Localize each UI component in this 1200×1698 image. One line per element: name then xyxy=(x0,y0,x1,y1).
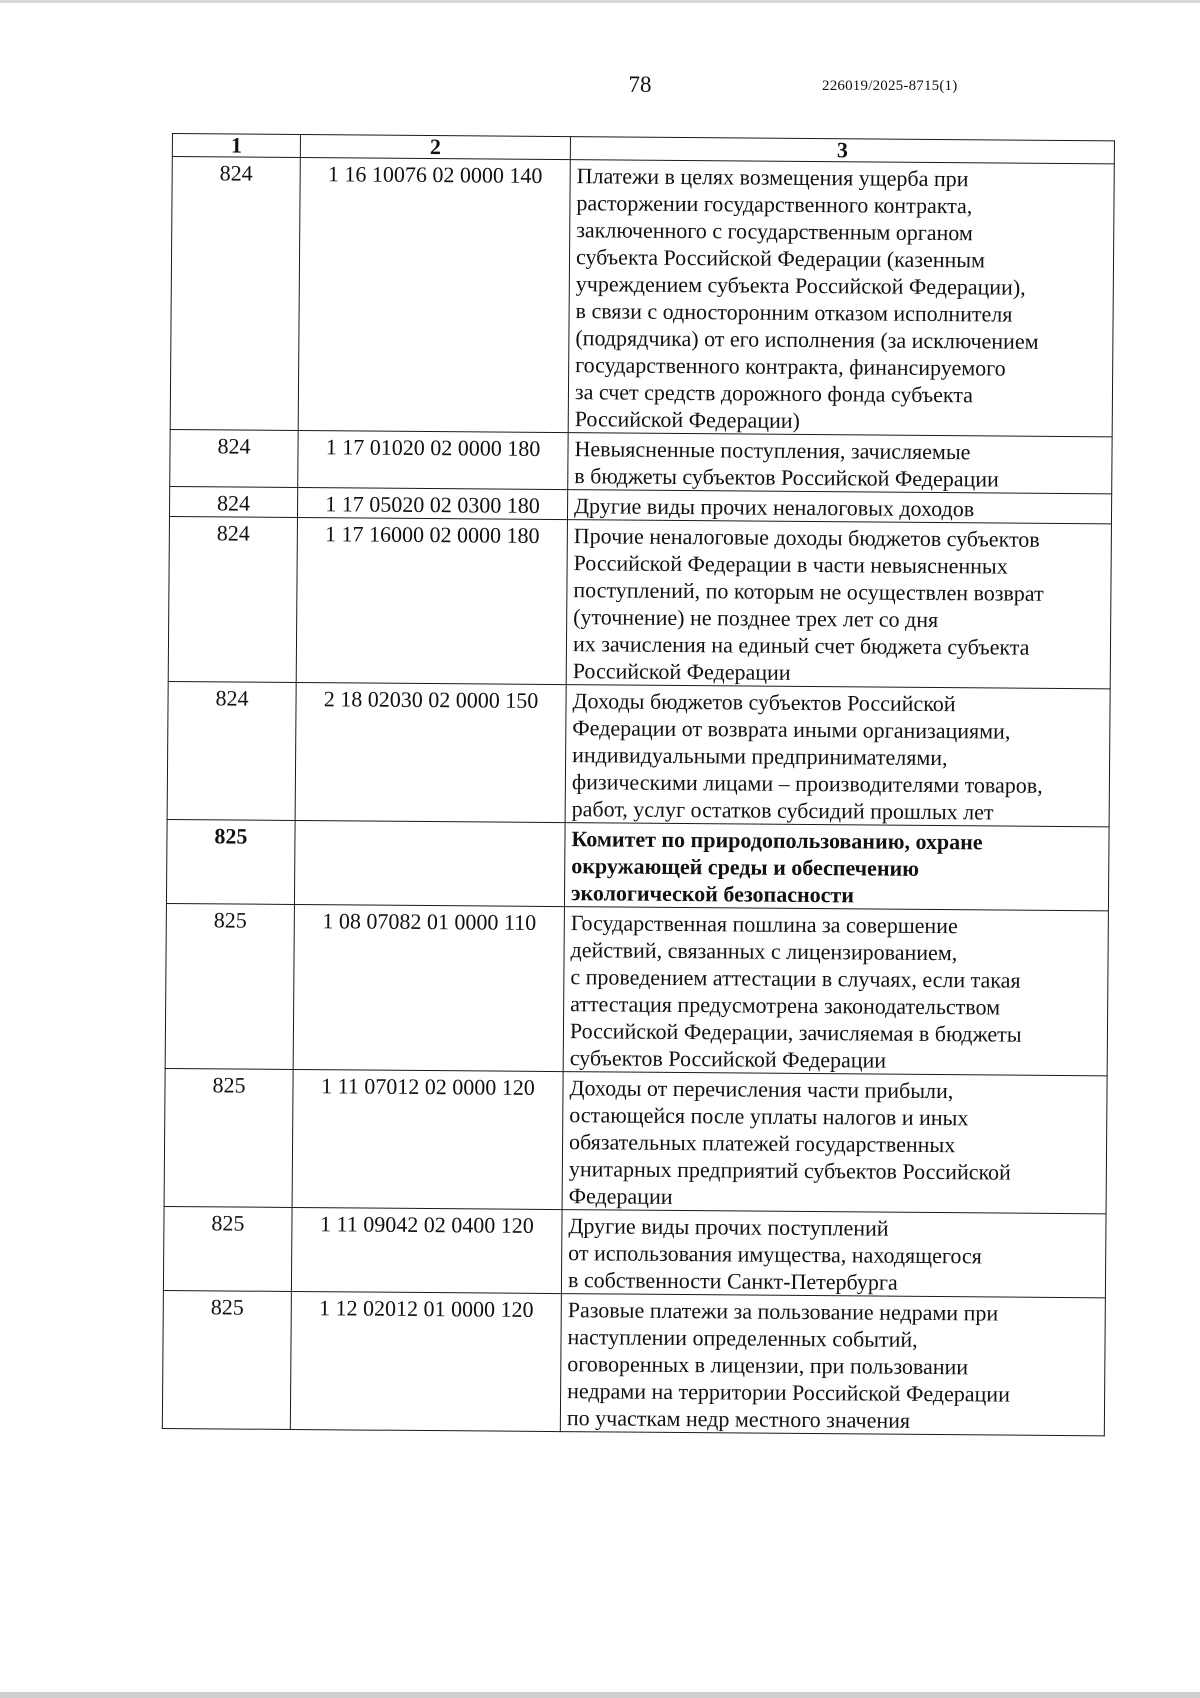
kbk-code-cell: 1 08 07082 01 0000 110 xyxy=(293,904,564,1071)
admin-code-cell: 825 xyxy=(166,819,295,904)
table-row xyxy=(163,1206,1106,1297)
revenue-name-cell: Прочие неналоговые доходы бюджетов субъектов Российской Федерации в части невыясненных поступлений, по которым не осуществлен возврат (уточнение) не позднее трех лет со дня их зачисления на единый счет бюджета субъекта Российской Федерации xyxy=(566,520,1111,689)
admin-code-cell: 824 xyxy=(170,429,298,487)
revenue-name-cell: Доходы от перечисления части прибыли, остающейся после уплаты налогов и иных обязательных платежей государственных унитарных предприятий субъектов Российской Федерации xyxy=(562,1072,1107,1214)
revenue-name-cell: Доходы бюджетов субъектов Российской Федерации от возврата иными организациями, индивидуальными предпринимателями, физическими лицами – производителями товаров, работ, услуг остатков субсидий прошлых лет xyxy=(565,685,1110,827)
scan-edge-bottom xyxy=(0,1692,1200,1698)
column-header-admin: 1 xyxy=(172,134,300,158)
revenue-name-cell: Разовые платежи за пользование недрами при наступлении определенных событий, оговоренных в лицензии, при пользовании недрами на территории Российской Федерации по участкам недр местного значения xyxy=(560,1294,1105,1436)
kbk-code-cell: 1 16 10076 02 0000 140 xyxy=(298,158,570,433)
revenue-name-cell: Платежи в целях возмещения ущерба при расторжении государственного контракта, заключенного с государственным органом субъекта Российской Федерации (казенным учреждением субъекта Российской Федерации), в связи с односторонним отказом исполнителя (подрядчика) от его исполнения (за исключением государственного контракта, финансируемого за счет средств дорожного фонда субъекта Российской Федерации) xyxy=(568,160,1114,437)
admin-code-cell: 824 xyxy=(169,486,297,517)
kbk-code-cell: 1 17 05020 02 0300 180 xyxy=(297,487,567,519)
admin-code-cell: 825 xyxy=(162,1290,291,1429)
page-number: 78 xyxy=(628,72,652,97)
kbk-code-cell: 1 17 01020 02 0000 180 xyxy=(298,431,568,490)
budget-codes-table-wrapper xyxy=(162,133,1114,1436)
admin-code-cell: 824 xyxy=(167,681,296,820)
table-row xyxy=(170,429,1112,493)
kbk-code-cell: 2 18 02030 02 0000 150 xyxy=(295,682,566,822)
column-header-name: 3 xyxy=(570,137,1114,164)
table-row xyxy=(167,681,1110,826)
admin-code-cell: 824 xyxy=(170,157,300,431)
scan-edge-top xyxy=(0,0,1200,3)
budget-codes-table xyxy=(162,133,1115,1436)
kbk-code-cell: 1 12 02012 01 0000 120 xyxy=(290,1291,561,1431)
kbk-code-cell xyxy=(294,820,565,906)
administrator-name-cell: Комитет по природопользованию, охране окружающей среды и обеспечению экологической безопасности xyxy=(564,823,1109,911)
revenue-name-cell: Государственная пошлина за совершение действий, связанных с лицензированием, с проведением аттестации в случаях, если такая аттестация предусмотрена законодательством Российской Федерации, зачисляемая в бюджеты субъектов Российской Федерации xyxy=(563,907,1108,1076)
admin-code-cell: 824 xyxy=(168,516,297,682)
section-heading-row xyxy=(166,819,1109,910)
admin-code-cell: 825 xyxy=(163,1206,292,1291)
table-row xyxy=(168,516,1111,688)
table-row xyxy=(170,157,1114,437)
table-row xyxy=(162,1290,1105,1435)
kbk-code-cell: 1 17 16000 02 0000 180 xyxy=(296,517,567,684)
kbk-code-cell: 1 11 09042 02 0400 120 xyxy=(291,1207,562,1293)
table-row xyxy=(165,903,1108,1075)
revenue-name-cell: Другие виды прочих неналоговых доходов xyxy=(567,490,1111,524)
column-header-kbk: 2 xyxy=(300,135,570,160)
kbk-code-cell: 1 11 07012 02 0000 120 xyxy=(292,1069,563,1209)
revenue-name-cell: Невыясненные поступления, зачисляемые в бюджеты субъектов Российской Федерации xyxy=(568,433,1112,494)
table-row xyxy=(164,1068,1107,1213)
admin-code-cell: 825 xyxy=(165,903,294,1069)
revenue-name-cell: Другие виды прочих поступлений от использования имущества, находящегося в собственности Санкт-Петербурга xyxy=(561,1210,1106,1298)
admin-code-cell: 825 xyxy=(164,1068,293,1207)
document-id: 226019/2025-8715(1) xyxy=(822,78,958,94)
